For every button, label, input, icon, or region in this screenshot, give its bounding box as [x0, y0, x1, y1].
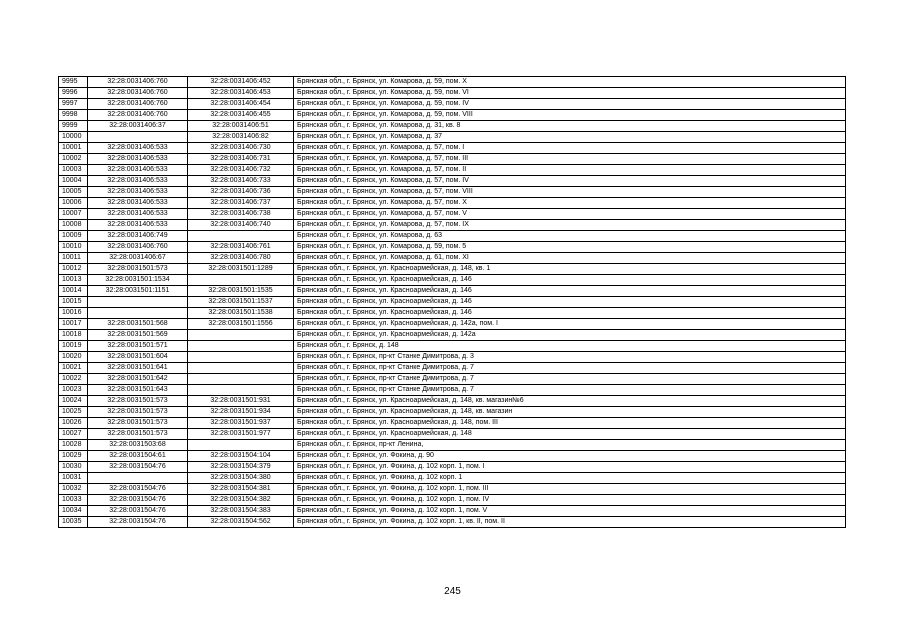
cadastral-number-parent-cell: 32:28:0031504:76 — [88, 484, 188, 495]
cadastral-number-cell: 32:28:0031504:379 — [188, 462, 294, 473]
row-number-cell: 10011 — [59, 253, 88, 264]
address-cell: Брянская обл., г. Брянск, ул. Комарова, д. 57, пом. X — [294, 198, 846, 209]
cadastral-number-parent-cell: 32:28:0031503:68 — [88, 440, 188, 451]
table-body — [59, 77, 846, 528]
table-row — [59, 495, 846, 506]
row-number-cell: 10002 — [59, 154, 88, 165]
table-row — [59, 231, 846, 242]
cadastral-number-cell: 32:28:0031504:382 — [188, 495, 294, 506]
cadastral-number-cell — [188, 385, 294, 396]
cadastral-number-cell: 32:28:0031406:736 — [188, 187, 294, 198]
cadastral-number-parent-cell: 32:28:0031406:760 — [88, 242, 188, 253]
cadastral-number-cell — [188, 352, 294, 363]
row-number-cell: 9998 — [59, 110, 88, 121]
cadastral-number-cell: 32:28:0031406:740 — [188, 220, 294, 231]
cadastral-number-parent-cell: 32:28:0031501:641 — [88, 363, 188, 374]
address-cell: Брянская обл., г. Брянск, пр-кт Станке Димитрова, д. 7 — [294, 385, 846, 396]
table-row — [59, 176, 846, 187]
address-cell: Брянская обл., г. Брянск, пр-кт Ленина, — [294, 440, 846, 451]
table-row — [59, 154, 846, 165]
table-row — [59, 473, 846, 484]
cadastral-number-cell: 32:28:0031501:931 — [188, 396, 294, 407]
row-number-cell: 9999 — [59, 121, 88, 132]
cadastral-number-cell: 32:28:0031406:761 — [188, 242, 294, 253]
cadastral-number-cell: 32:28:0031406:737 — [188, 198, 294, 209]
row-number-cell: 10003 — [59, 165, 88, 176]
row-number-cell: 10024 — [59, 396, 88, 407]
cadastral-number-parent-cell: 32:28:0031406:533 — [88, 220, 188, 231]
table-row — [59, 264, 846, 275]
table-row — [59, 341, 846, 352]
row-number-cell: 10031 — [59, 473, 88, 484]
cadastral-number-parent-cell: 32:28:0031406:533 — [88, 198, 188, 209]
cadastral-number-parent-cell — [88, 473, 188, 484]
table-row — [59, 429, 846, 440]
row-number-cell: 10021 — [59, 363, 88, 374]
address-cell: Брянская обл., г. Брянск, ул. Красноармейская, д. 148, кв. 1 — [294, 264, 846, 275]
table-row — [59, 99, 846, 110]
cadastral-number-parent-cell: 32:28:0031406:760 — [88, 88, 188, 99]
cadastral-number-parent-cell: 32:28:0031501:573 — [88, 396, 188, 407]
table-row — [59, 242, 846, 253]
cadastral-number-parent-cell: 32:28:0031504:76 — [88, 495, 188, 506]
row-number-cell: 10007 — [59, 209, 88, 220]
row-number-cell: 10016 — [59, 308, 88, 319]
row-number-cell: 10015 — [59, 297, 88, 308]
table-row — [59, 286, 846, 297]
cadastral-number-cell: 32:28:0031501:1289 — [188, 264, 294, 275]
address-cell: Брянская обл., г. Брянск, ул. Комарова, д. 57, пом. II — [294, 165, 846, 176]
cadastral-number-cell: 32:28:0031501:1538 — [188, 308, 294, 319]
cadastral-number-cell: 32:28:0031406:732 — [188, 165, 294, 176]
table-row — [59, 330, 846, 341]
cadastral-table — [58, 76, 846, 528]
row-number-cell: 9997 — [59, 99, 88, 110]
table-row — [59, 374, 846, 385]
cadastral-number-cell: 32:28:0031406:454 — [188, 99, 294, 110]
cadastral-number-parent-cell — [88, 308, 188, 319]
row-number-cell: 10009 — [59, 231, 88, 242]
cadastral-number-parent-cell: 32:28:0031501:604 — [88, 352, 188, 363]
row-number-cell: 10008 — [59, 220, 88, 231]
row-number-cell: 10032 — [59, 484, 88, 495]
address-cell: Брянская обл., г. Брянск, пр-кт Станке Димитрова, д. 7 — [294, 374, 846, 385]
row-number-cell: 10026 — [59, 418, 88, 429]
cadastral-number-cell: 32:28:0031504:562 — [188, 517, 294, 528]
cadastral-number-cell: 32:28:0031406:731 — [188, 154, 294, 165]
cadastral-number-parent-cell: 32:28:0031406:37 — [88, 121, 188, 132]
table-row — [59, 451, 846, 462]
row-number-cell: 10018 — [59, 330, 88, 341]
cadastral-number-parent-cell: 32:28:0031501:1534 — [88, 275, 188, 286]
table-row — [59, 220, 846, 231]
cadastral-number-parent-cell — [88, 297, 188, 308]
cadastral-number-cell: 32:28:0031406:82 — [188, 132, 294, 143]
row-number-cell: 10005 — [59, 187, 88, 198]
cadastral-number-cell: 32:28:0031406:51 — [188, 121, 294, 132]
row-number-cell: 10001 — [59, 143, 88, 154]
row-number-cell: 10004 — [59, 176, 88, 187]
address-cell: Брянская обл., г. Брянск, ул. Комарова, д. 59, пом. VI — [294, 88, 846, 99]
address-cell: Брянская обл., г. Брянск, ул. Комарова, д. 59, пом. IV — [294, 99, 846, 110]
table-row — [59, 110, 846, 121]
address-cell: Брянская обл., г. Брянск, ул. Комарова, д. 59, пом. VIII — [294, 110, 846, 121]
table-row — [59, 88, 846, 99]
row-number-cell: 9996 — [59, 88, 88, 99]
table-row — [59, 352, 846, 363]
cadastral-number-cell: 32:28:0031406:733 — [188, 176, 294, 187]
cadastral-number-cell: 32:28:0031501:1537 — [188, 297, 294, 308]
address-cell: Брянская обл., г. Брянск, ул. Комарова, д. 57, пом. V — [294, 209, 846, 220]
address-cell: Брянская обл., г. Брянск, ул. Красноармейская, д. 146 — [294, 275, 846, 286]
address-cell: Брянская обл., г. Брянск, ул. Фокина, д. 102 корп. 1, пом. III — [294, 484, 846, 495]
table-row — [59, 121, 846, 132]
address-cell: Брянская обл., г. Брянск, ул. Комарова, д. 59, пом. X — [294, 77, 846, 88]
address-cell: Брянская обл., г. Брянск, ул. Красноармейская, д. 148 — [294, 429, 846, 440]
cadastral-number-parent-cell: 32:28:0031501:568 — [88, 319, 188, 330]
address-cell: Брянская обл., г. Брянск, ул. Красноармейская, д. 148, пом. III — [294, 418, 846, 429]
address-cell: Брянская обл., г. Брянск, ул. Фокина, д. 102 корп. 1, пом. V — [294, 506, 846, 517]
table-row — [59, 517, 846, 528]
cadastral-number-cell: 32:28:0031406:453 — [188, 88, 294, 99]
cadastral-number-cell: 32:28:0031501:977 — [188, 429, 294, 440]
address-cell: Брянская обл., г. Брянск, ул. Красноармейская, д. 142а, пом. I — [294, 319, 846, 330]
address-cell: Брянская обл., г. Брянск, ул. Комарова, д. 37 — [294, 132, 846, 143]
table-row — [59, 187, 846, 198]
row-number-cell: 10034 — [59, 506, 88, 517]
row-number-cell: 10030 — [59, 462, 88, 473]
cadastral-number-cell — [188, 363, 294, 374]
cadastral-number-parent-cell: 32:28:0031406:533 — [88, 143, 188, 154]
address-cell: Брянская обл., г. Брянск, ул. Красноармейская, д. 148, кв. магазин — [294, 407, 846, 418]
cadastral-number-parent-cell: 32:28:0031504:61 — [88, 451, 188, 462]
address-cell: Брянская обл., г. Брянск, ул. Комарова, д. 59, пом. 5 — [294, 242, 846, 253]
table-row — [59, 407, 846, 418]
address-cell: Брянская обл., г. Брянск, ул. Комарова, д. 61, пом. XI — [294, 253, 846, 264]
address-cell: Брянская обл., г. Брянск, ул. Фокина, д. 102 корп. 1, кв. II, пом. II — [294, 517, 846, 528]
table-row — [59, 275, 846, 286]
address-cell: Брянская обл., г. Брянск, ул. Комарова, д. 57, пом. IV — [294, 176, 846, 187]
table-row — [59, 297, 846, 308]
address-cell: Брянская обл., г. Брянск, ул. Фокина, д. 102 корп. 1 — [294, 473, 846, 484]
row-number-cell: 10006 — [59, 198, 88, 209]
address-cell: Брянская обл., г. Брянск, ул. Комарова, д. 57, пом. IX — [294, 220, 846, 231]
cadastral-number-parent-cell: 32:28:0031504:76 — [88, 506, 188, 517]
row-number-cell: 10017 — [59, 319, 88, 330]
address-cell: Брянская обл., г. Брянск, пр-кт Станке Димитрова, д. 3 — [294, 352, 846, 363]
table-row — [59, 198, 846, 209]
cadastral-number-cell: 32:28:0031504:380 — [188, 473, 294, 484]
cadastral-number-parent-cell: 32:28:0031406:533 — [88, 176, 188, 187]
cadastral-number-cell: 32:28:0031406:730 — [188, 143, 294, 154]
cadastral-number-parent-cell: 32:28:0031501:573 — [88, 264, 188, 275]
cadastral-number-cell — [188, 341, 294, 352]
cadastral-number-cell: 32:28:0031501:1556 — [188, 319, 294, 330]
address-cell: Брянская обл., г. Брянск, ул. Красноармейская, д. 146 — [294, 286, 846, 297]
address-cell: Брянская обл., г. Брянск, ул. Красноармейская, д. 142а — [294, 330, 846, 341]
row-number-cell: 10025 — [59, 407, 88, 418]
row-number-cell: 10035 — [59, 517, 88, 528]
cadastral-number-cell: 32:28:0031406:738 — [188, 209, 294, 220]
page-number: 245 — [444, 586, 461, 597]
row-number-cell: 10012 — [59, 264, 88, 275]
row-number-cell: 10033 — [59, 495, 88, 506]
table-row — [59, 209, 846, 220]
address-cell: Брянская обл., г. Брянск, ул. Красноармейская, д. 146 — [294, 308, 846, 319]
cadastral-number-parent-cell: 32:28:0031504:76 — [88, 462, 188, 473]
row-number-cell: 9995 — [59, 77, 88, 88]
row-number-cell: 10013 — [59, 275, 88, 286]
table-row — [59, 440, 846, 451]
cadastral-number-cell — [188, 440, 294, 451]
cadastral-number-cell — [188, 231, 294, 242]
row-number-cell: 10029 — [59, 451, 88, 462]
row-number-cell: 10022 — [59, 374, 88, 385]
table-row — [59, 165, 846, 176]
address-cell: Брянская обл., г. Брянск, ул. Фокина, д. 90 — [294, 451, 846, 462]
table-row — [59, 418, 846, 429]
cadastral-number-cell: 32:28:0031501:937 — [188, 418, 294, 429]
row-number-cell: 10020 — [59, 352, 88, 363]
cadastral-number-parent-cell: 32:28:0031406:533 — [88, 154, 188, 165]
address-cell: Брянская обл., г. Брянск, ул. Комарова, д. 57, пом. I — [294, 143, 846, 154]
cadastral-number-parent-cell: 32:28:0031406:533 — [88, 165, 188, 176]
row-number-cell: 10027 — [59, 429, 88, 440]
row-number-cell: 10023 — [59, 385, 88, 396]
cadastral-number-cell: 32:28:0031501:1535 — [188, 286, 294, 297]
table-row — [59, 308, 846, 319]
cadastral-number-cell: 32:28:0031504:104 — [188, 451, 294, 462]
cadastral-number-parent-cell: 32:28:0031504:76 — [88, 517, 188, 528]
row-number-cell: 10019 — [59, 341, 88, 352]
cadastral-number-parent-cell: 32:28:0031501:571 — [88, 341, 188, 352]
cadastral-number-parent-cell: 32:28:0031406:760 — [88, 77, 188, 88]
address-cell: Брянская обл., г. Брянск, ул. Комарова, д. 31, кв. 8 — [294, 121, 846, 132]
row-number-cell: 10014 — [59, 286, 88, 297]
table-row — [59, 77, 846, 88]
table-row — [59, 363, 846, 374]
cadastral-number-parent-cell: 32:28:0031406:533 — [88, 209, 188, 220]
address-cell: Брянская обл., г. Брянск, пр-кт Станке Димитрова, д. 7 — [294, 363, 846, 374]
cadastral-number-parent-cell: 32:28:0031501:642 — [88, 374, 188, 385]
cadastral-number-cell: 32:28:0031504:383 — [188, 506, 294, 517]
address-cell: Брянская обл., г. Брянск, ул. Фокина, д. 102 корп. 1, пом. IV — [294, 495, 846, 506]
address-cell: Брянская обл., г. Брянск, ул. Комарова, д. 57, пом. VIII — [294, 187, 846, 198]
table-row — [59, 319, 846, 330]
cadastral-number-parent-cell: 32:28:0031501:573 — [88, 418, 188, 429]
cadastral-number-parent-cell — [88, 132, 188, 143]
table-row — [59, 396, 846, 407]
cadastral-number-parent-cell: 32:28:0031406:760 — [88, 99, 188, 110]
cadastral-number-parent-cell: 32:28:0031501:643 — [88, 385, 188, 396]
row-number-cell: 10000 — [59, 132, 88, 143]
cadastral-number-cell — [188, 275, 294, 286]
table-row — [59, 462, 846, 473]
cadastral-number-cell: 32:28:0031406:455 — [188, 110, 294, 121]
cadastral-number-parent-cell: 32:28:0031501:569 — [88, 330, 188, 341]
cadastral-number-parent-cell: 32:28:0031406:533 — [88, 187, 188, 198]
cadastral-number-cell: 32:28:0031406:452 — [188, 77, 294, 88]
cadastral-number-cell — [188, 374, 294, 385]
row-number-cell: 10010 — [59, 242, 88, 253]
cadastral-number-parent-cell: 32:28:0031406:760 — [88, 110, 188, 121]
table-row — [59, 484, 846, 495]
cadastral-number-parent-cell: 32:28:0031406:67 — [88, 253, 188, 264]
cadastral-number-parent-cell: 32:28:0031501:1151 — [88, 286, 188, 297]
cadastral-number-parent-cell: 32:28:0031501:573 — [88, 407, 188, 418]
table-row — [59, 132, 846, 143]
address-cell: Брянская обл., г. Брянск, ул. Фокина, д. 102 корп. 1, пом. I — [294, 462, 846, 473]
cadastral-number-cell: 32:28:0031501:934 — [188, 407, 294, 418]
address-cell: Брянская обл., г. Брянск, ул. Красноармейская, д. 148, кв. магазин№6 — [294, 396, 846, 407]
table-row — [59, 143, 846, 154]
address-cell: Брянская обл., г. Брянск, ул. Комарова, д. 63 — [294, 231, 846, 242]
cadastral-number-cell: 32:28:0031406:780 — [188, 253, 294, 264]
cadastral-number-cell: 32:28:0031504:381 — [188, 484, 294, 495]
address-cell: Брянская обл., г. Брянск, ул. Комарова, д. 57, пом. III — [294, 154, 846, 165]
table-row — [59, 253, 846, 264]
row-number-cell: 10028 — [59, 440, 88, 451]
address-cell: Брянская обл., г. Брянск, д. 148 — [294, 341, 846, 352]
table-row — [59, 385, 846, 396]
address-cell: Брянская обл., г. Брянск, ул. Красноармейская, д. 146 — [294, 297, 846, 308]
cadastral-number-cell — [188, 330, 294, 341]
table-row — [59, 506, 846, 517]
cadastral-number-parent-cell: 32:28:0031501:573 — [88, 429, 188, 440]
cadastral-number-parent-cell: 32:28:0031406:749 — [88, 231, 188, 242]
